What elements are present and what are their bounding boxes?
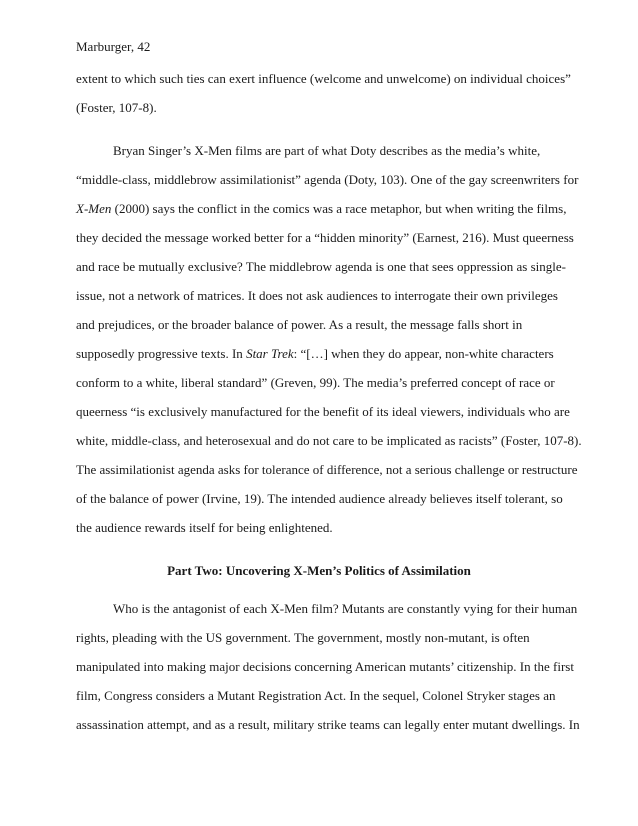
text-line: of the balance of power (Irvine, 19). The intended audience already believes itself tolerant, so bbox=[76, 491, 563, 506]
text-line: they decided the message worked better for a “hidden minority” (Earnest, 216). Must queerness bbox=[76, 230, 574, 245]
text-line: X-Men (2000) says the conflict in the comics was a race metaphor, but when writing the films, bbox=[76, 201, 567, 216]
text-line: extent to which such ties can exert influence (welcome and unwelcome) on individual choices” bbox=[76, 71, 571, 86]
text-line: (Foster, 107-8). bbox=[76, 100, 157, 115]
text-line: “middle-class, middlebrow assimilationist” agenda (Doty, 103). One of the gay screenwriters for bbox=[76, 172, 579, 187]
italic-title: Star Trek bbox=[246, 346, 294, 361]
text-line: the audience rewards itself for being enlightened. bbox=[76, 520, 333, 535]
text-line: conform to a white, liberal standard” (Greven, 99). The media’s preferred concept of race or bbox=[76, 375, 555, 390]
italic-title: X-Men bbox=[76, 201, 112, 216]
text-line: issue, not a network of matrices. It does not ask audiences to interrogate their own privileges bbox=[76, 288, 558, 303]
text-line: and prejudices, or the broader balance of power. As a result, the message falls short in bbox=[76, 317, 523, 332]
running-head: Marburger, 42 bbox=[76, 39, 151, 54]
text-line: white, middle-class, and heterosexual and do not care to be implicated as racists” (Foster, 107-8). bbox=[76, 433, 582, 448]
section-heading: Part Two: Uncovering X-Men’s Politics of Assimilation bbox=[167, 563, 471, 578]
text-line: rights, pleading with the US government. The government, mostly non-mutant, is often bbox=[76, 630, 530, 645]
text-line: The assimilationist agenda asks for tolerance of difference, not a serious challenge or restructure bbox=[76, 462, 578, 477]
text-line: supposedly progressive texts. In Star Trek: “[…] when they do appear, non-white characters bbox=[76, 346, 554, 361]
text-line: Bryan Singer’s X-Men films are part of what Doty describes as the media’s white, bbox=[113, 143, 541, 158]
text-line: and race be mutually exclusive? The middlebrow agenda is one that sees oppression as single- bbox=[76, 259, 567, 274]
text-line: assassination attempt, and as a result, military strike teams can legally enter mutant dwellings. In bbox=[76, 717, 580, 732]
text-line: Who is the antagonist of each X-Men film? Mutants are constantly vying for their human bbox=[113, 601, 578, 616]
text-line: film, Congress considers a Mutant Registration Act. In the sequel, Colonel Stryker stages an bbox=[76, 688, 556, 703]
text-line: manipulated into making major decisions concerning American mutants’ citizenship. In the first bbox=[76, 659, 574, 674]
text-line: queerness “is exclusively manufactured for the benefit of its ideal viewers, individuals who are bbox=[76, 404, 570, 419]
